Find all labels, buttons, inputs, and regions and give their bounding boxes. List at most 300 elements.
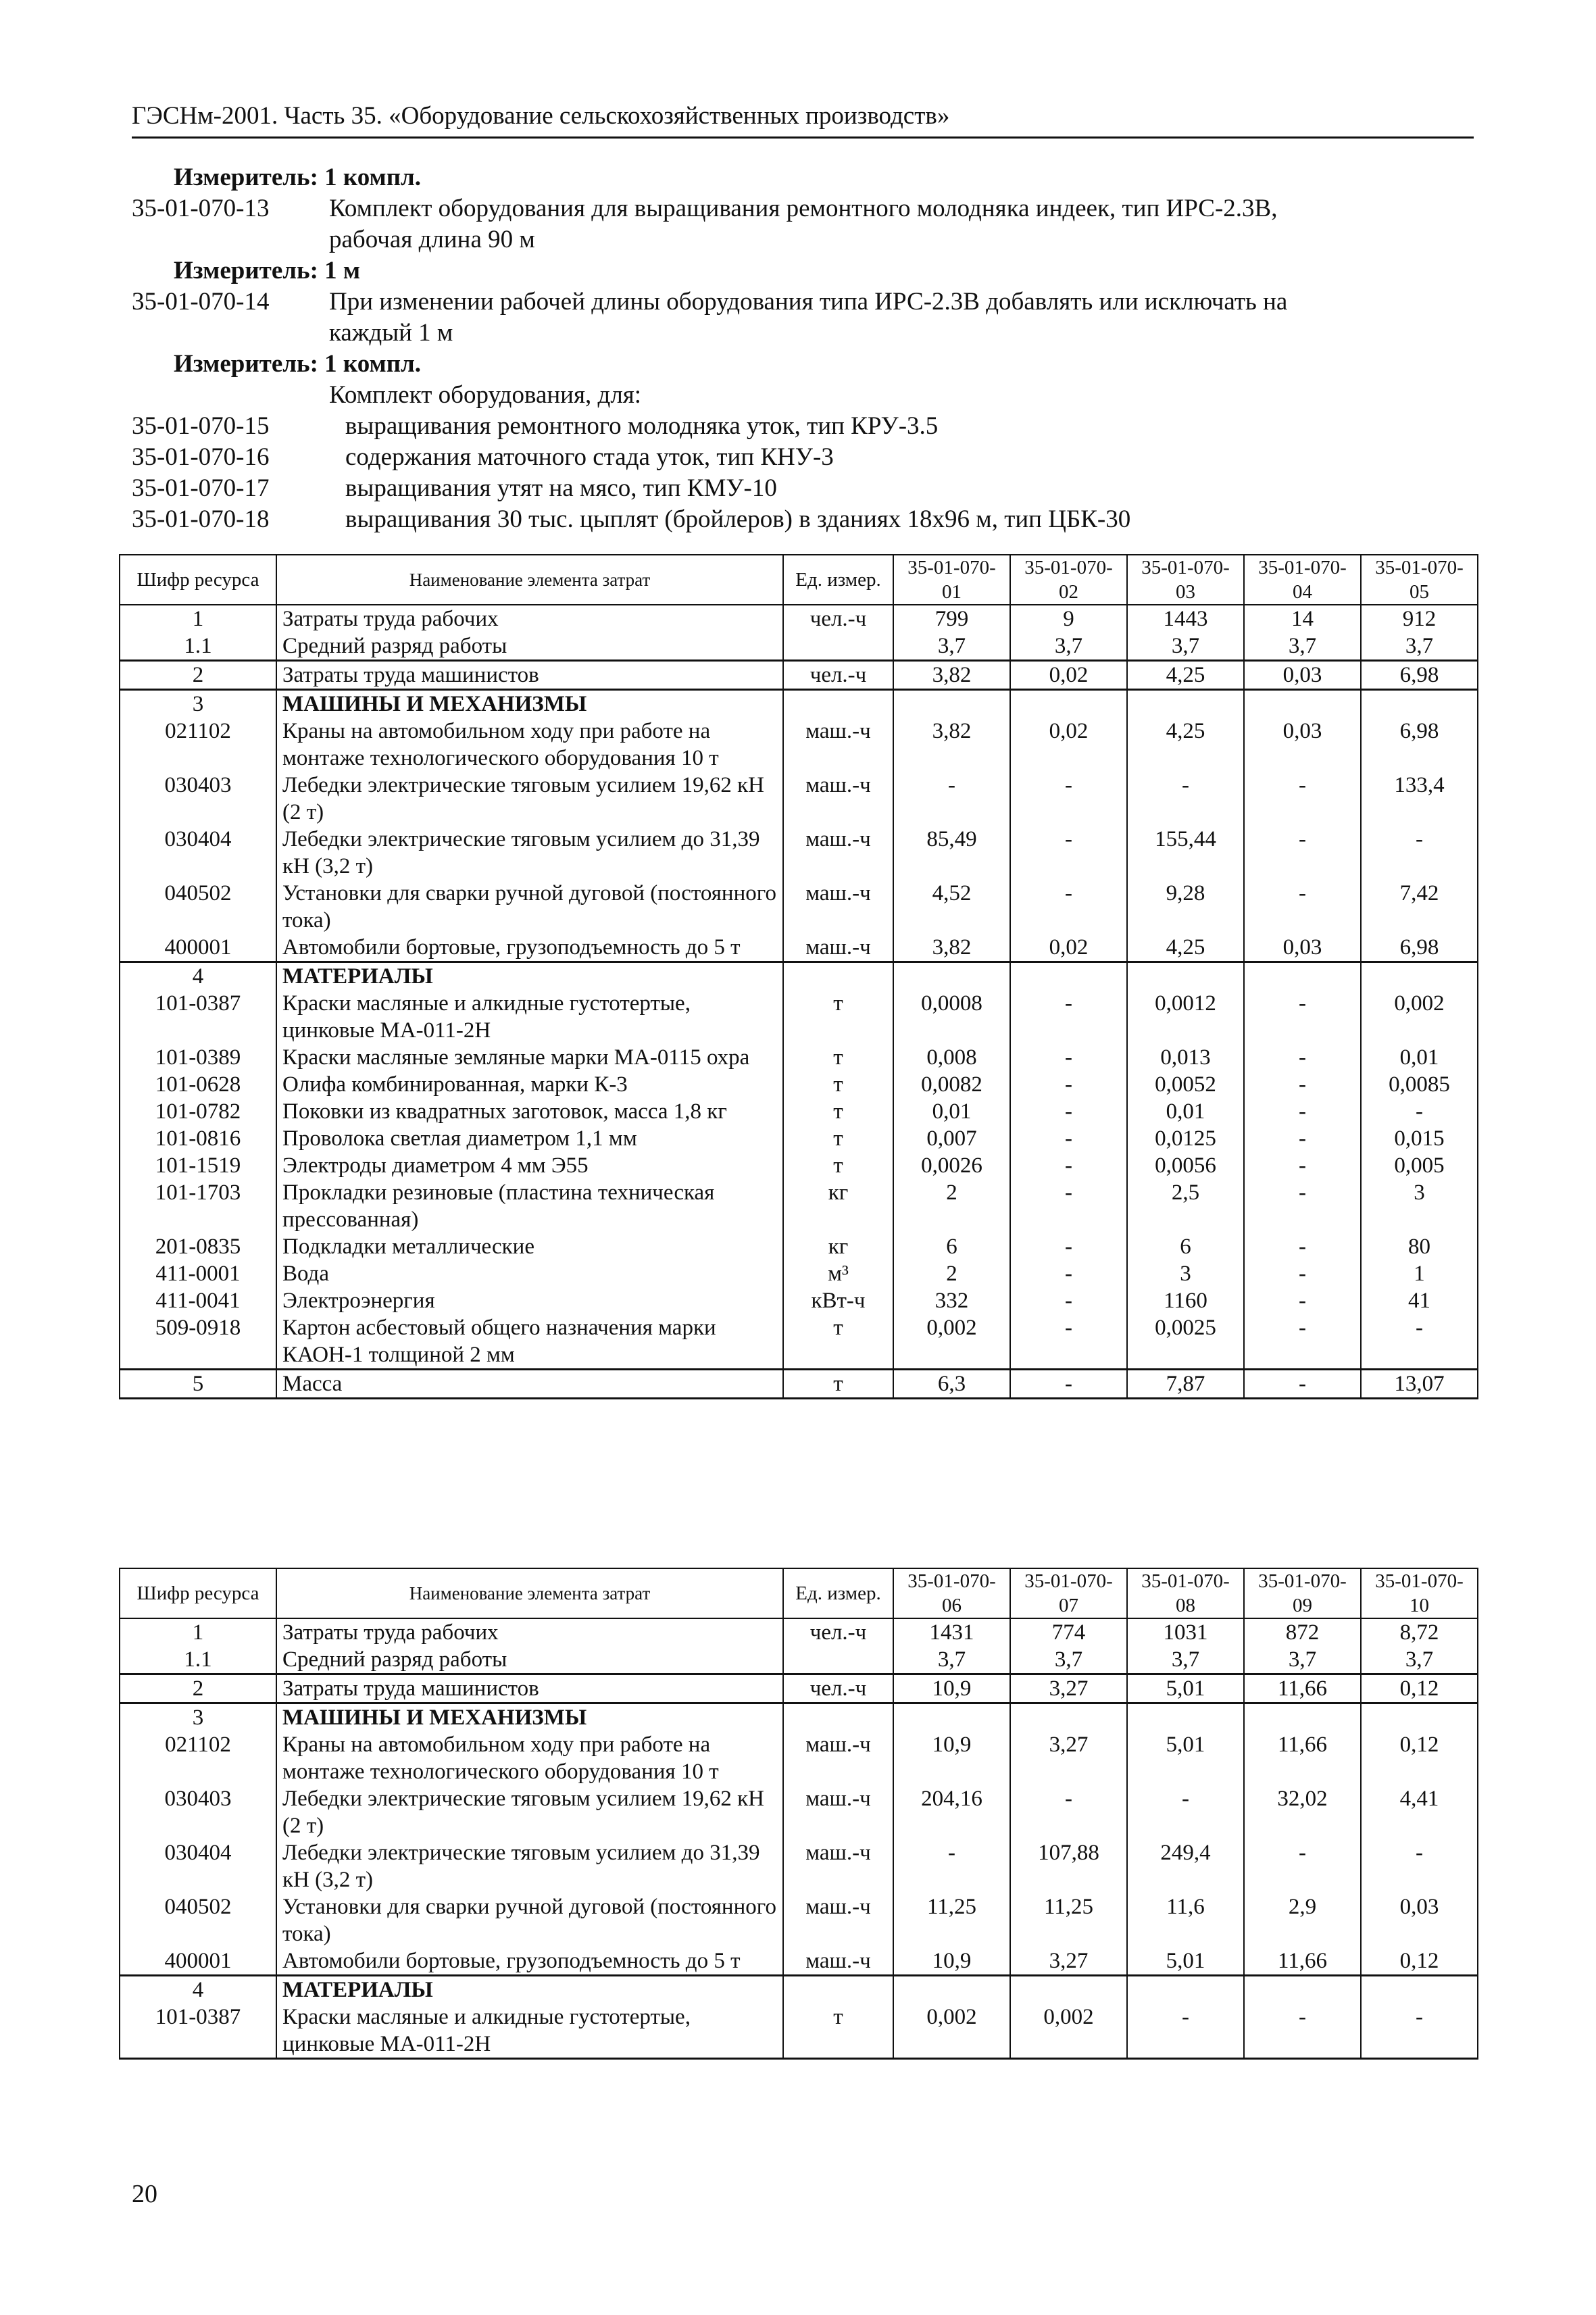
norm-value — [1244, 1703, 1361, 1732]
norm-value: 6,98 — [1361, 934, 1478, 962]
table-row — [120, 605, 1478, 632]
resource-unit: маш.-ч — [783, 718, 893, 772]
norm-value: - — [1010, 1152, 1127, 1179]
resource-code: 101-0628 — [120, 1071, 276, 1098]
col-header-name: Наименование элемента затрат — [276, 555, 783, 605]
resource-unit: т — [783, 1314, 893, 1370]
resource-name: Картон асбестовый общего назначения марки КАОН-1 толщиной 2 мм — [276, 1314, 783, 1370]
norm-value: 3,82 — [893, 718, 1010, 772]
norm-value: 1 — [1361, 1260, 1478, 1287]
intro-item — [132, 318, 1474, 349]
norm-value — [1127, 1976, 1244, 2004]
norm-code — [132, 380, 329, 411]
norm-description: При изменении рабочей длины оборудования типа ИРС-2.3В добавлять или исключать на — [329, 288, 1288, 316]
norm-value: 107,88 — [1010, 1839, 1127, 1893]
norm-value: 7,42 — [1361, 880, 1478, 934]
table-row — [120, 1125, 1478, 1152]
resource-name: Затраты труда рабочих — [276, 605, 783, 632]
norm-value: 0,02 — [1010, 718, 1127, 772]
resource-name: Лебедки электрические тяговым усилием до 31,39 кН (3,2 т) — [276, 1839, 783, 1893]
resource-table-1 — [119, 554, 1478, 1399]
norm-value — [1244, 690, 1361, 718]
resource-unit — [783, 1646, 893, 1674]
resource-unit: маш.-ч — [783, 1893, 893, 1947]
table-row — [120, 1947, 1478, 1976]
resource-name: МАТЕРИАЛЫ — [276, 962, 783, 991]
resource-unit: чел.-ч — [783, 661, 893, 690]
norm-value: 0,0085 — [1361, 1071, 1478, 1098]
intro-item — [132, 193, 1474, 224]
norm-value: 0,0026 — [893, 1152, 1010, 1179]
norm-value: 0,0012 — [1127, 990, 1244, 1044]
norm-value: - — [1244, 826, 1361, 880]
norm-value: 3,7 — [893, 1646, 1010, 1674]
resource-unit — [783, 1976, 893, 2004]
resource-code: 1 — [120, 605, 276, 632]
norm-description: выращивания утят на мясо, тип КМУ-10 — [345, 474, 777, 502]
norm-value: 0,12 — [1361, 1947, 1478, 1976]
norm-value: 0,12 — [1361, 1731, 1478, 1785]
col-header-norm: 35-01-070-03 — [1127, 555, 1244, 605]
norm-code: 35-01-070-17 — [132, 474, 270, 502]
table-row — [120, 1646, 1478, 1674]
norm-value: 0,0052 — [1127, 1071, 1244, 1098]
norm-value: - — [1010, 1370, 1127, 1399]
table-row — [120, 1179, 1478, 1233]
norm-value: - — [1010, 1179, 1127, 1233]
resource-table-2 — [119, 1568, 1478, 2060]
norm-value: 6,98 — [1361, 661, 1478, 690]
col-header-norm: 35-01-070-04 — [1244, 555, 1361, 605]
resource-unit: т — [783, 1152, 893, 1179]
table-row — [120, 1233, 1478, 1260]
norm-value: 10,9 — [893, 1731, 1010, 1785]
measure-unit: Измеритель: 1 м — [174, 257, 361, 284]
col-header-unit: Ед. измер. — [783, 555, 893, 605]
resource-unit — [783, 1703, 893, 1732]
resource-code: 101-1519 — [120, 1152, 276, 1179]
col-header-code: Шифр ресурса — [120, 555, 276, 605]
norm-value: 0,0025 — [1127, 1314, 1244, 1370]
norm-value: 11,66 — [1244, 1947, 1361, 1976]
resource-unit: маш.-ч — [783, 1785, 893, 1839]
intro-item — [132, 411, 1474, 442]
norm-value: 10,9 — [893, 1947, 1010, 1976]
norm-value: 0,03 — [1244, 718, 1361, 772]
norm-description: рабочая длина 90 м — [329, 226, 535, 253]
resource-unit: маш.-ч — [783, 1947, 893, 1976]
norm-description: выращивания 30 тыс. цыплят (бройлеров) в зданиях 18х96 м, тип ЦБК-30 — [345, 505, 1131, 533]
resource-name: Краны на автомобильном ходу при работе на монтаже технологического оборудования 10 т — [276, 718, 783, 772]
table-row — [120, 1976, 1478, 2004]
resource-unit: маш.-ч — [783, 1731, 893, 1785]
norm-value: 0,0008 — [893, 990, 1010, 1044]
resource-code: 411-0001 — [120, 1260, 276, 1287]
norm-value: 6,98 — [1361, 718, 1478, 772]
norm-value: 4,25 — [1127, 661, 1244, 690]
resource-code: 1 — [120, 1618, 276, 1646]
table-row — [120, 1785, 1478, 1839]
resource-name: Лебедки электрические тяговым усилием до 31,39 кН (3,2 т) — [276, 826, 783, 880]
table-row — [120, 1674, 1478, 1703]
norm-description: выращивания ремонтного молодняка уток, тип КРУ-3.5 — [345, 412, 939, 440]
norm-value: 249,4 — [1127, 1839, 1244, 1893]
resource-code: 2 — [120, 1674, 276, 1703]
norm-value: 3,82 — [893, 934, 1010, 962]
resource-code: 101-0816 — [120, 1125, 276, 1152]
norm-value — [1010, 1976, 1127, 2004]
table-row — [120, 1287, 1478, 1314]
table-row — [120, 2003, 1478, 2059]
norm-value: 155,44 — [1127, 826, 1244, 880]
norm-value: 14 — [1244, 605, 1361, 632]
norm-value: 1431 — [893, 1618, 1010, 1646]
resource-name: Краны на автомобильном ходу при работе на монтаже технологического оборудования 10 т — [276, 1731, 783, 1785]
resource-code: 1.1 — [120, 1646, 276, 1674]
resource-name: Средний разряд работы — [276, 632, 783, 661]
norm-value: - — [1244, 1071, 1361, 1098]
norm-value: 5,01 — [1127, 1947, 1244, 1976]
norm-value — [1010, 1703, 1127, 1732]
resource-name: Проволока светлая диаметром 1,1 мм — [276, 1125, 783, 1152]
resource-name: МАШИНЫ И МЕХАНИЗМЫ — [276, 690, 783, 718]
norm-value: 13,07 — [1361, 1370, 1478, 1399]
resource-name: Олифа комбинированная, марки К-3 — [276, 1071, 783, 1098]
resource-code: 2 — [120, 661, 276, 690]
resource-name: Автомобили бортовые, грузоподъемность до 5 т — [276, 1947, 783, 1976]
table-row — [120, 690, 1478, 718]
header-row — [120, 555, 1478, 605]
table-row — [120, 934, 1478, 962]
resource-unit: маш.-ч — [783, 826, 893, 880]
norm-value: 6 — [893, 1233, 1010, 1260]
header-row — [120, 1568, 1478, 1618]
norm-value: - — [1244, 1839, 1361, 1893]
norm-value — [1361, 1976, 1478, 2004]
norm-value — [1244, 1976, 1361, 2004]
norm-value: - — [1244, 1179, 1361, 1233]
resource-unit: т — [783, 1071, 893, 1098]
resource-code: 101-1703 — [120, 1179, 276, 1233]
norm-description: Комплект оборудования для выращивания ремонтного молодняка индеек, тип ИРС-2.3В, — [329, 195, 1278, 222]
norm-value: - — [1244, 1044, 1361, 1071]
norm-value: 0,02 — [1010, 661, 1127, 690]
norm-value: - — [1010, 772, 1127, 826]
resource-code: 101-0782 — [120, 1098, 276, 1125]
norm-value: 85,49 — [893, 826, 1010, 880]
resource-code: 030404 — [120, 1839, 276, 1893]
norm-code: 35-01-070-15 — [132, 412, 270, 440]
table-row — [120, 1152, 1478, 1179]
resource-unit: чел.-ч — [783, 1618, 893, 1646]
resource-name: Вода — [276, 1260, 783, 1287]
table-row — [120, 962, 1478, 991]
table-row — [120, 1839, 1478, 1893]
resource-name: Установки для сварки ручной дуговой (постоянного тока) — [276, 1893, 783, 1947]
norm-value: 3 — [1361, 1179, 1478, 1233]
norm-value: - — [1010, 1098, 1127, 1125]
norm-value: - — [1244, 1260, 1361, 1287]
norm-value: - — [1244, 772, 1361, 826]
resource-unit: т — [783, 990, 893, 1044]
norm-value: - — [1244, 1098, 1361, 1125]
norm-value — [893, 690, 1010, 718]
resource-unit: маш.-ч — [783, 934, 893, 962]
norm-value: - — [1127, 772, 1244, 826]
norm-value: 0,002 — [1361, 990, 1478, 1044]
norm-value: 133,4 — [1361, 772, 1478, 826]
resource-code: 509-0918 — [120, 1314, 276, 1370]
norm-value: 2,9 — [1244, 1893, 1361, 1947]
resource-name: Поковки из квадратных заготовок, масса 1,8 кг — [276, 1098, 783, 1125]
norm-value: - — [893, 1839, 1010, 1893]
resource-unit — [783, 690, 893, 718]
col-header-name: Наименование элемента затрат — [276, 1568, 783, 1618]
col-header-norm: 35-01-070-06 — [893, 1568, 1010, 1618]
norm-value: 774 — [1010, 1618, 1127, 1646]
norm-value: - — [1010, 1125, 1127, 1152]
table-row — [120, 826, 1478, 880]
col-header-unit: Ед. измер. — [783, 1568, 893, 1618]
resource-name: Масса — [276, 1370, 783, 1399]
norm-value: 3,7 — [1361, 632, 1478, 661]
resource-code: 101-0387 — [120, 2003, 276, 2059]
norm-value: 9 — [1010, 605, 1127, 632]
table-row — [120, 1370, 1478, 1399]
norm-value — [1127, 690, 1244, 718]
table-row — [120, 1731, 1478, 1785]
norm-value: 7,87 — [1127, 1370, 1244, 1399]
norm-value: 872 — [1244, 1618, 1361, 1646]
resource-name: Подкладки металлические — [276, 1233, 783, 1260]
resource-unit: маш.-ч — [783, 880, 893, 934]
norm-value — [1361, 962, 1478, 991]
intro-item — [132, 442, 1474, 473]
norm-value: 11,66 — [1244, 1731, 1361, 1785]
norm-value: 0,002 — [893, 1314, 1010, 1370]
resource-code: 3 — [120, 1703, 276, 1732]
intro-item — [132, 380, 1474, 411]
norm-code: 35-01-070-14 — [132, 288, 270, 316]
table-row — [120, 1071, 1478, 1098]
resource-unit: чел.-ч — [783, 605, 893, 632]
norm-value: 3 — [1127, 1260, 1244, 1287]
norm-value: - — [1244, 1287, 1361, 1314]
resource-unit: т — [783, 1370, 893, 1399]
resource-name: Электроды диаметром 4 мм Э55 — [276, 1152, 783, 1179]
norm-value: - — [1244, 990, 1361, 1044]
resource-name: Затраты труда рабочих — [276, 1618, 783, 1646]
norm-value: 0,03 — [1244, 661, 1361, 690]
table-row — [120, 1098, 1478, 1125]
resource-unit: т — [783, 1098, 893, 1125]
norm-value: 3,82 — [893, 661, 1010, 690]
resource-code: 4 — [120, 1976, 276, 2004]
norm-value — [1127, 1703, 1244, 1732]
table-row — [120, 990, 1478, 1044]
resource-unit: чел.-ч — [783, 1674, 893, 1703]
norm-code: 35-01-070-18 — [132, 505, 270, 533]
norm-value: 0,002 — [1010, 2003, 1127, 2059]
table-row — [120, 1260, 1478, 1287]
col-header-norm: 35-01-070-05 — [1361, 555, 1478, 605]
resource-code: 021102 — [120, 1731, 276, 1785]
resource-code: 400001 — [120, 934, 276, 962]
norm-value: 0,002 — [893, 2003, 1010, 2059]
table-row — [120, 880, 1478, 934]
norm-value: 3,7 — [1244, 1646, 1361, 1674]
table-row — [120, 1314, 1478, 1370]
section-intro — [132, 162, 1474, 535]
norm-value: - — [1010, 1044, 1127, 1071]
norm-value: - — [1010, 1260, 1127, 1287]
norm-value: - — [1244, 1370, 1361, 1399]
norm-value: - — [1010, 826, 1127, 880]
resource-code: 201-0835 — [120, 1233, 276, 1260]
resource-name: Установки для сварки ручной дуговой (постоянного тока) — [276, 880, 783, 934]
norm-value: 0,03 — [1244, 934, 1361, 962]
resource-code: 4 — [120, 962, 276, 991]
norm-value: 3,7 — [1361, 1646, 1478, 1674]
norm-value: 2 — [893, 1179, 1010, 1233]
norm-code: 35-01-070-16 — [132, 443, 270, 471]
norm-value: - — [1361, 1314, 1478, 1370]
resource-code: 400001 — [120, 1947, 276, 1976]
norm-value: - — [1010, 1071, 1127, 1098]
resource-unit: кг — [783, 1179, 893, 1233]
norm-value: 0,005 — [1361, 1152, 1478, 1179]
resource-unit: маш.-ч — [783, 772, 893, 826]
norm-value: 0,01 — [1127, 1098, 1244, 1125]
norm-value: 3,7 — [893, 632, 1010, 661]
norm-value: 799 — [893, 605, 1010, 632]
norm-value: 4,25 — [1127, 718, 1244, 772]
norm-value: 3,7 — [1010, 1646, 1127, 1674]
norm-value: 0,0082 — [893, 1071, 1010, 1098]
resource-code: 021102 — [120, 718, 276, 772]
intro-item — [132, 504, 1474, 535]
norm-value: 0,01 — [1361, 1044, 1478, 1071]
col-header-norm: 35-01-070-07 — [1010, 1568, 1127, 1618]
table-row — [120, 632, 1478, 661]
norm-value: 0,0056 — [1127, 1152, 1244, 1179]
col-header-norm: 35-01-070-08 — [1127, 1568, 1244, 1618]
resource-code: 101-0389 — [120, 1044, 276, 1071]
norm-value: 0,02 — [1010, 934, 1127, 962]
resource-code: 040502 — [120, 1893, 276, 1947]
resource-name: Затраты труда машинистов — [276, 661, 783, 690]
resource-name: Краски масляные земляные марки МА-0115 охра — [276, 1044, 783, 1071]
resource-code: 3 — [120, 690, 276, 718]
norm-value: - — [1361, 1098, 1478, 1125]
norm-value: 0,12 — [1361, 1674, 1478, 1703]
intro-item — [132, 287, 1474, 318]
resource-name: Прокладки резиновые (пластина техническая прессованная) — [276, 1179, 783, 1233]
norm-value: 2 — [893, 1260, 1010, 1287]
norm-value: 1160 — [1127, 1287, 1244, 1314]
norm-value: - — [893, 772, 1010, 826]
norm-value: 3,27 — [1010, 1947, 1127, 1976]
norm-value — [1010, 690, 1127, 718]
resource-code: 030403 — [120, 772, 276, 826]
norm-value: 3,7 — [1127, 632, 1244, 661]
norm-value: - — [1010, 1785, 1127, 1839]
norm-value: 6,3 — [893, 1370, 1010, 1399]
norm-value — [893, 1976, 1010, 2004]
norm-value: 4,25 — [1127, 934, 1244, 962]
norm-value: 8,72 — [1361, 1618, 1478, 1646]
norm-value: 332 — [893, 1287, 1010, 1314]
norm-value: - — [1244, 1125, 1361, 1152]
norm-value: 4,41 — [1361, 1785, 1478, 1839]
norm-value — [893, 1703, 1010, 1732]
norm-value: - — [1010, 1233, 1127, 1260]
table-row — [120, 718, 1478, 772]
norm-value: 80 — [1361, 1233, 1478, 1260]
norm-value — [1127, 962, 1244, 991]
resource-unit — [783, 962, 893, 991]
norm-value: 912 — [1361, 605, 1478, 632]
norm-value: 6 — [1127, 1233, 1244, 1260]
resource-name: Электроэнергия — [276, 1287, 783, 1314]
col-header-code: Шифр ресурса — [120, 1568, 276, 1618]
norm-value: 204,16 — [893, 1785, 1010, 1839]
page-header: ГЭСНм-2001. Часть 35. «Оборудование сельскохозяйственных производств» — [132, 101, 1474, 139]
norm-code — [132, 318, 329, 349]
norm-value: 0,01 — [893, 1098, 1010, 1125]
norm-value: 3,7 — [1244, 632, 1361, 661]
norm-value: - — [1244, 2003, 1361, 2059]
norm-code — [132, 224, 329, 255]
table-row — [120, 661, 1478, 690]
norm-value: 41 — [1361, 1287, 1478, 1314]
resource-unit: м³ — [783, 1260, 893, 1287]
intro-item — [132, 473, 1474, 504]
norm-value: 11,25 — [1010, 1893, 1127, 1947]
norm-description: содержания маточного стада уток, тип КНУ-3 — [345, 443, 834, 471]
norm-value — [1361, 690, 1478, 718]
col-header-norm: 35-01-070-09 — [1244, 1568, 1361, 1618]
resource-name: Лебедки электрические тяговым усилием 19,62 кН (2 т) — [276, 772, 783, 826]
norm-value: - — [1244, 1152, 1361, 1179]
col-header-norm: 35-01-070-10 — [1361, 1568, 1478, 1618]
norm-value: - — [1244, 1314, 1361, 1370]
resource-code: 101-0387 — [120, 990, 276, 1044]
norm-value: 5,01 — [1127, 1731, 1244, 1785]
resource-code: 030403 — [120, 1785, 276, 1839]
resource-name: Краски масляные и алкидные густотертые, цинковые МА-011-2Н — [276, 990, 783, 1044]
resource-name: Автомобили бортовые, грузоподъемность до 5 т — [276, 934, 783, 962]
norm-value: 0,013 — [1127, 1044, 1244, 1071]
resource-code: 411-0041 — [120, 1287, 276, 1314]
norm-code: 35-01-070-13 — [132, 195, 270, 222]
norm-value: - — [1010, 1314, 1127, 1370]
norm-value: 11,6 — [1127, 1893, 1244, 1947]
norm-value — [1010, 962, 1127, 991]
norm-description: Комплект оборудования, для: — [329, 381, 642, 409]
resource-name: Затраты труда машинистов — [276, 1674, 783, 1703]
resource-name: Средний разряд работы — [276, 1646, 783, 1674]
norm-value: 3,7 — [1127, 1646, 1244, 1674]
norm-value: 1443 — [1127, 605, 1244, 632]
resource-name: Лебедки электрические тяговым усилием 19,62 кН (2 т) — [276, 1785, 783, 1839]
page-number: 20 — [132, 2180, 157, 2208]
norm-value: 1031 — [1127, 1618, 1244, 1646]
col-header-norm: 35-01-070-02 — [1010, 555, 1127, 605]
norm-description: каждый 1 м — [329, 319, 453, 347]
norm-value: - — [1361, 826, 1478, 880]
resource-unit: т — [783, 1125, 893, 1152]
